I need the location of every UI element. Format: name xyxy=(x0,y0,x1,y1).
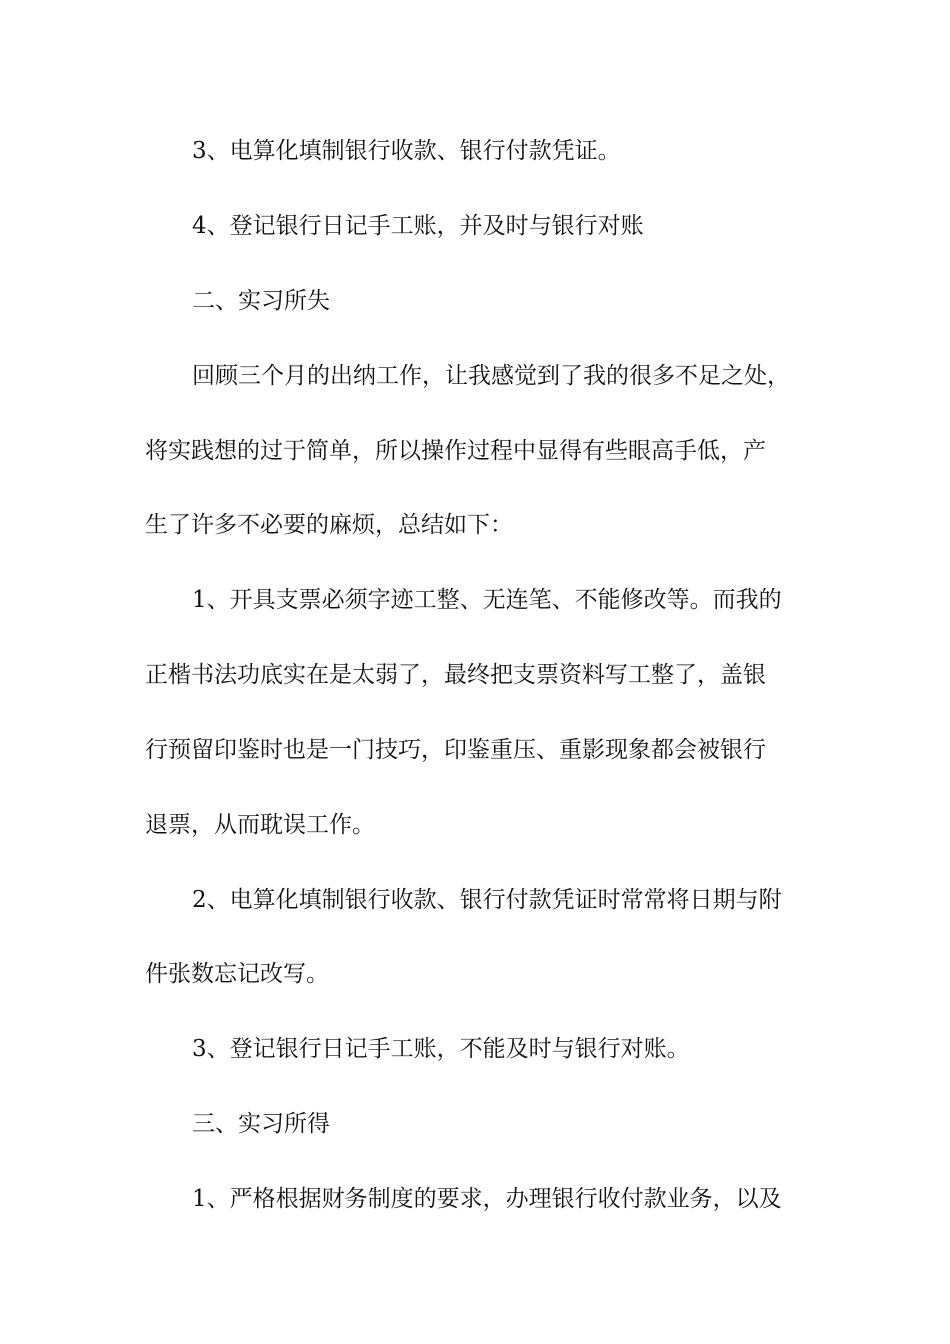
loss-item-1-line-3: 行预留印鉴时也是一门技巧，印鉴重压、重影现象都会被银行 xyxy=(145,737,766,763)
loss-item-1-line-4: 退票，从而耽误工作。 xyxy=(145,812,375,838)
loss-item-2-line-2: 件张数忘记改写。 xyxy=(145,961,329,987)
loss-item-1-line-1: 1、开具支票必须字迹工整、无连笔、不能修改等。而我的 xyxy=(192,587,782,613)
document-line-item-3: 3、电算化填制银行收款、银行付款凭证。 xyxy=(192,138,621,164)
loss-item-3: 3、登记银行日记手工账，不能及时与银行对账。 xyxy=(192,1036,690,1062)
document-line-item-4: 4、登记银行日记手工账，并及时与银行对账 xyxy=(192,213,644,239)
paragraph-review-line-1: 回顾三个月的出纳工作，让我感觉到了我的很多不足之处， xyxy=(192,363,790,389)
paragraph-review-line-2: 将实践想的过于简单，所以操作过程中显得有些眼高手低，产 xyxy=(145,438,766,464)
loss-item-2-line-1: 2、电算化填制银行收款、银行付款凭证时常常将日期与附 xyxy=(192,887,782,913)
paragraph-review-line-3: 生了许多不必要的麻烦，总结如下： xyxy=(145,512,513,538)
section-heading-losses: 二、实习所失 xyxy=(192,288,330,314)
loss-item-1-line-2: 正楷书法功底实在是太弱了，最终把支票资料写工整了，盖银 xyxy=(145,662,766,688)
section-heading-gains: 三、实习所得 xyxy=(192,1111,330,1137)
gain-item-1-line-1: 1、严格根据财务制度的要求，办理银行收付款业务，以及 xyxy=(192,1186,782,1212)
